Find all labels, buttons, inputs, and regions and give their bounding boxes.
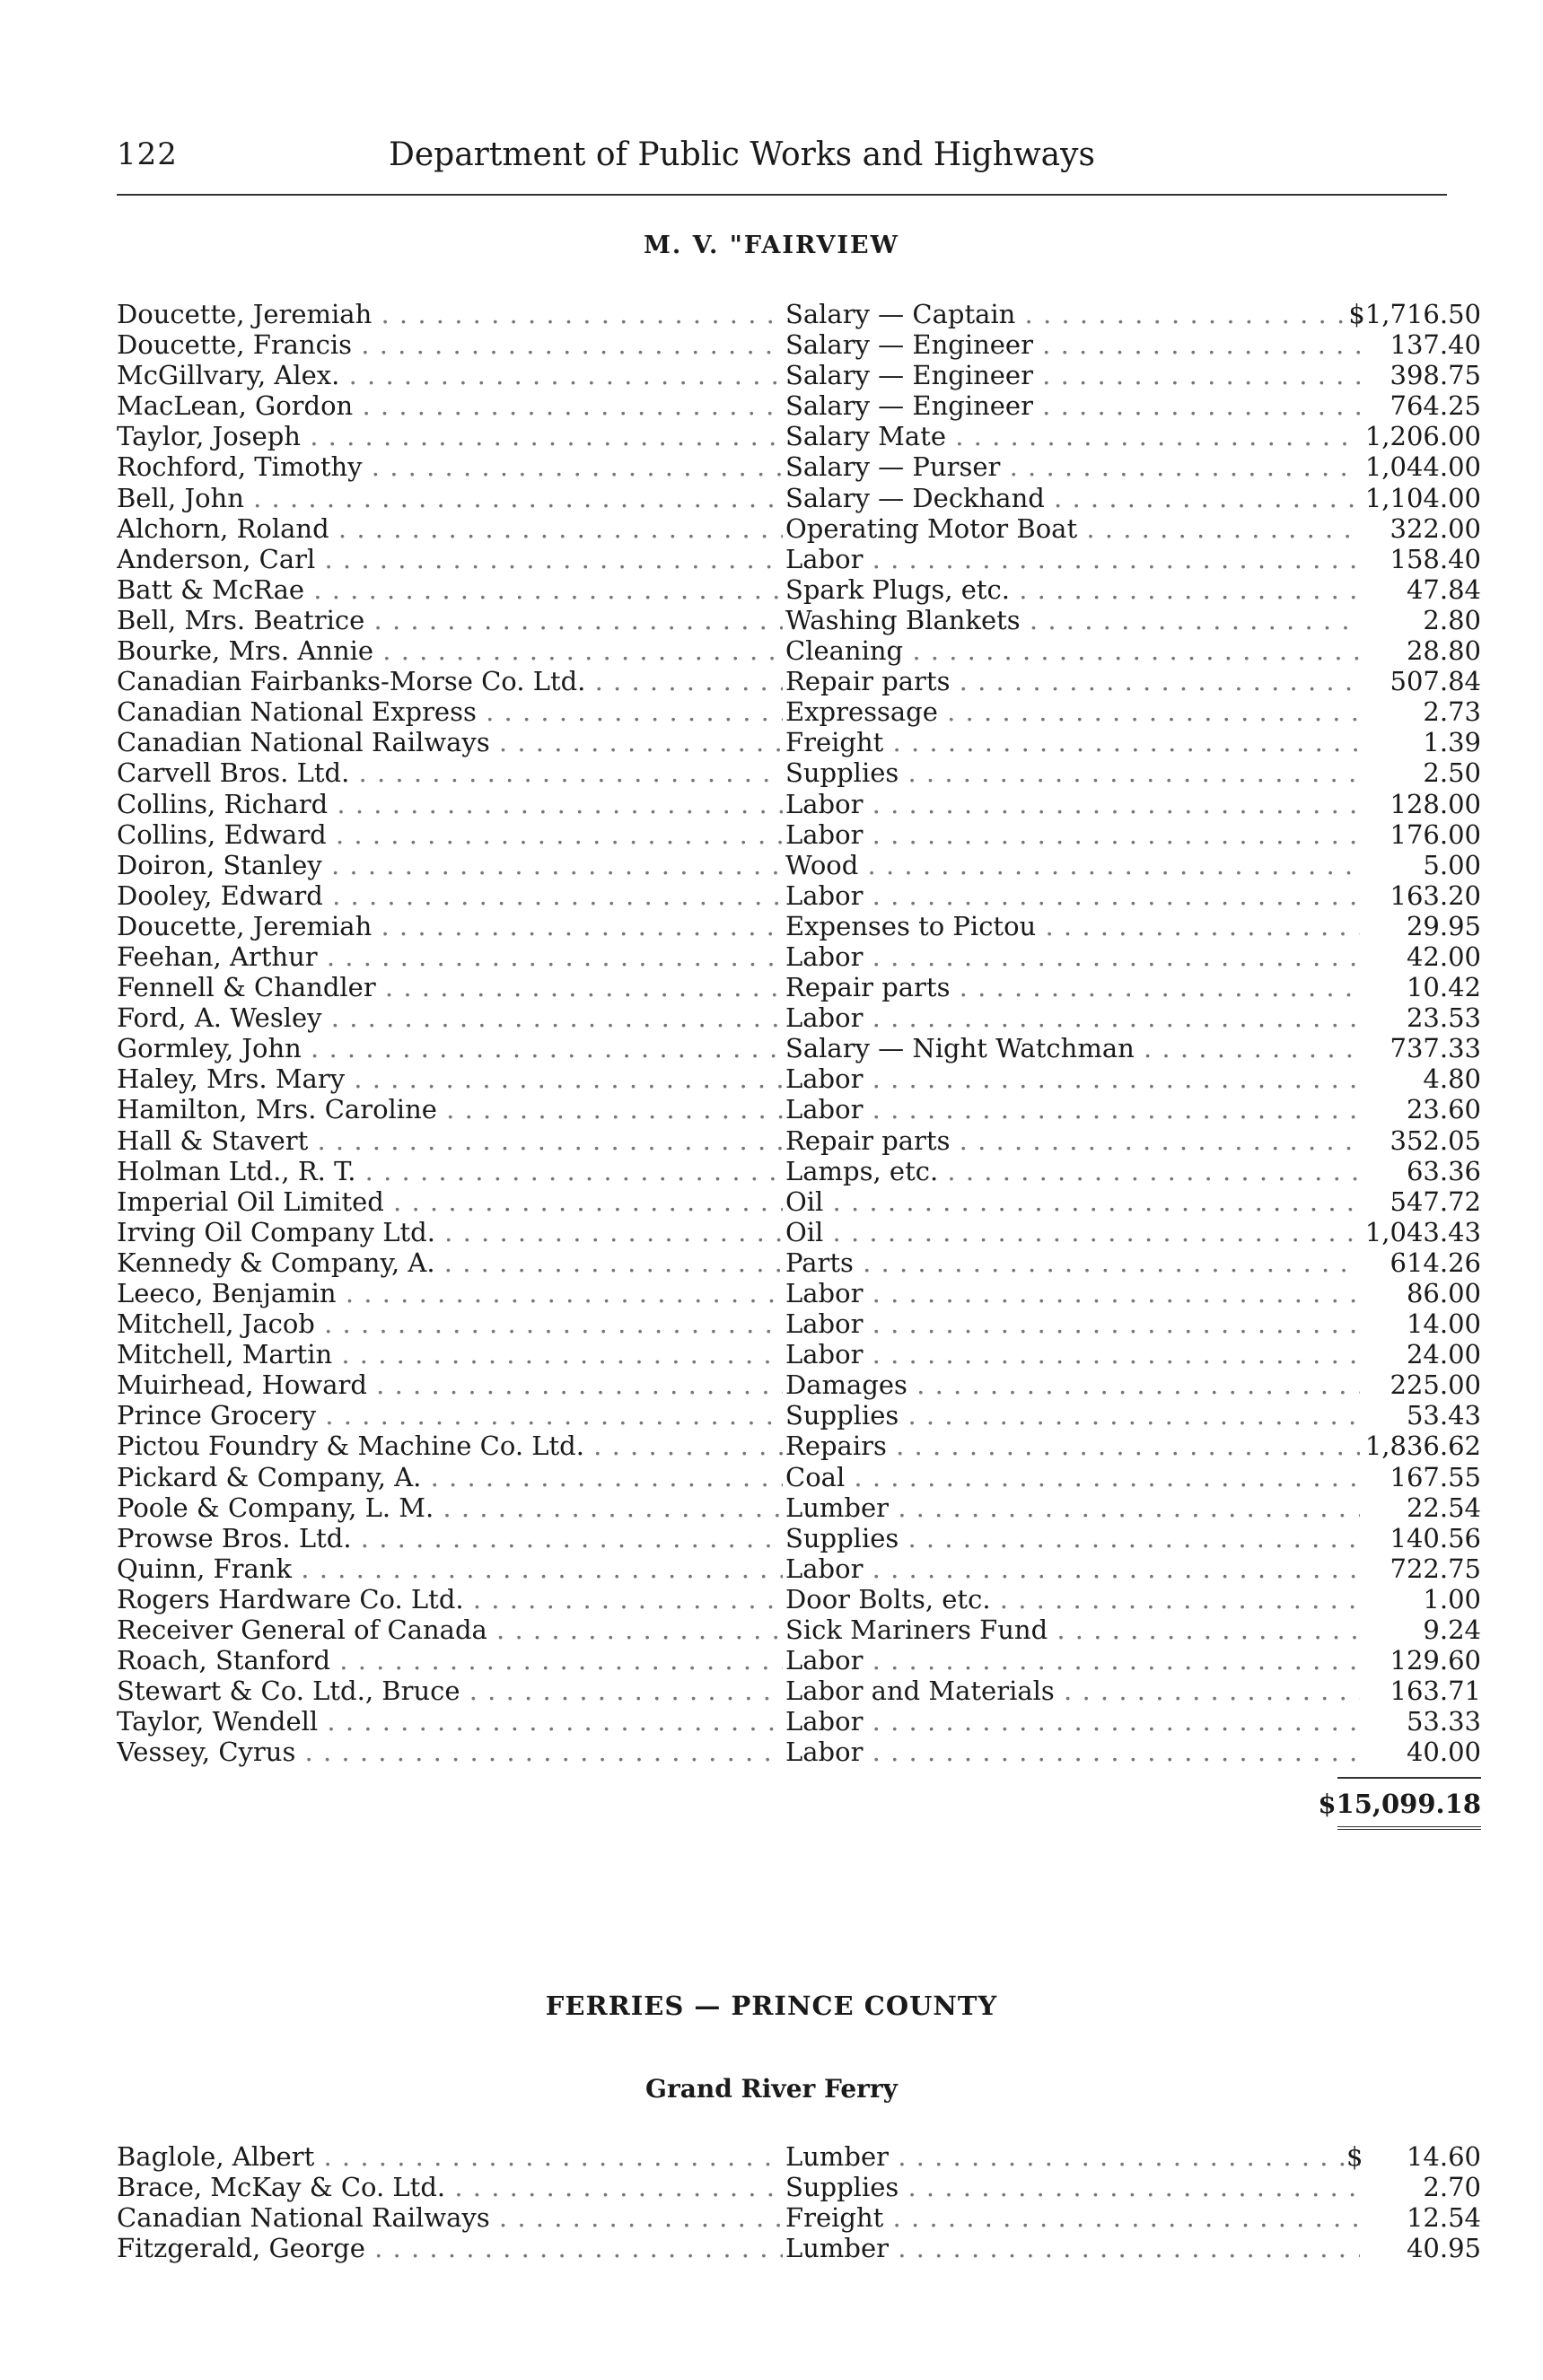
amount-cell: 737.33 [1390, 1033, 1481, 1064]
amount-cell: 28.80 [1406, 635, 1481, 667]
ledger-row [117, 1584, 1481, 1614]
payee-cell: Holman Ltd., R. T. . . . [117, 1156, 783, 1186]
amount-cell: 5.00 [1423, 849, 1481, 880]
payee-cell: Mitchell, Martin . . . [117, 1339, 783, 1369]
ledger-row [117, 329, 1481, 360]
ledger-row [117, 1339, 1481, 1369]
purpose-cell: Coal . . . [785, 1462, 1360, 1492]
payee-cell: Doiron, Stanley . . . [117, 850, 783, 880]
purpose-cell: Operating Motor Boat . . . [785, 513, 1360, 544]
purpose-cell: Labor . . . [785, 1002, 1360, 1033]
payee-cell: Collins, Edward . . . [117, 819, 783, 850]
purpose-cell: Repair parts . . . [785, 972, 1360, 1002]
payee-cell: Roach, Stanford . . . [117, 1645, 783, 1676]
payee-cell: Vessey, Cyrus . . . [117, 1737, 783, 1767]
dollar-sign: $ [1346, 2141, 1363, 2172]
purpose-cell: Repairs . . . [785, 1431, 1360, 1461]
amount-cell: 176.00 [1390, 818, 1481, 850]
amount-cell: 547.72 [1390, 1186, 1481, 1217]
amount-cell: 24.00 [1406, 1339, 1481, 1370]
ledger-row [117, 1247, 1481, 1278]
amount-cell: 2.73 [1423, 696, 1481, 728]
amount-cell: 23.53 [1406, 1002, 1481, 1034]
ledger-row [117, 1308, 1481, 1339]
payee-cell: Rochford, Timothy . . . [117, 451, 783, 482]
total-double-rule [1337, 1826, 1481, 1830]
purpose-cell: Salary — Engineer . . . [785, 360, 1360, 390]
ledger-row [117, 757, 1481, 788]
ledger-row [117, 513, 1481, 544]
amount-cell: 398.75 [1390, 360, 1481, 391]
payee-cell: Bell, Mrs. Beatrice . . . [117, 605, 783, 635]
payee-cell: Leeco, Benjamin . . . [117, 1278, 783, 1308]
ledger-row [117, 1645, 1481, 1676]
amount-cell: 63.36 [1406, 1155, 1481, 1186]
purpose-cell: Labor . . . [785, 1706, 1360, 1737]
payee-cell: McGillvary, Alex. . . . [117, 360, 783, 390]
purpose-cell: Labor . . . [785, 1094, 1360, 1124]
ledger-row [117, 1156, 1481, 1186]
purpose-cell: Labor and Materials . . . [785, 1676, 1360, 1706]
ledger-row [117, 1523, 1481, 1553]
ledger-row [117, 2202, 1481, 2233]
amount-cell: 158.40 [1390, 543, 1481, 574]
purpose-cell: Lamps, etc. . . . [785, 1156, 1360, 1186]
payee-cell: Prince Grocery . . . [117, 1400, 783, 1431]
ledger-row [117, 1002, 1481, 1033]
ledger-row [117, 789, 1481, 819]
payee-cell: Collins, Richard . . . [117, 789, 783, 819]
ledger-row [117, 483, 1481, 513]
purpose-cell: Door Bolts, etc. . . . [785, 1584, 1360, 1614]
ledger-row [117, 605, 1481, 635]
payee-cell: Baglole, Albert . . . [117, 2141, 783, 2172]
amount-cell: 163.20 [1390, 879, 1481, 911]
ledger-row [117, 635, 1481, 666]
payee-cell: Canadian Fairbanks-Morse Co. Ltd. . . . [117, 666, 783, 696]
ledger-row [117, 1186, 1481, 1217]
purpose-cell: Salary — Engineer . . . [785, 390, 1360, 421]
amount-cell: 4.80 [1423, 1063, 1481, 1095]
purpose-cell: Labor . . . [785, 1339, 1360, 1369]
payee-cell: Taylor, Wendell . . . [117, 1706, 783, 1737]
purpose-cell: Repair parts . . . [785, 1125, 1360, 1156]
ledger-row [117, 1369, 1481, 1400]
ledger-row [117, 1400, 1481, 1431]
amount-cell: 23.60 [1406, 1094, 1481, 1125]
payee-cell: Fennell & Chandler . . . [117, 972, 783, 1002]
payee-cell: Bell, John . . . [117, 483, 783, 513]
payee-cell: Taylor, Joseph . . . [117, 421, 783, 451]
amount-cell: 29.95 [1406, 910, 1481, 941]
ledger-row [117, 421, 1481, 451]
amount-cell: 163.71 [1390, 1676, 1481, 1707]
ledger-row [117, 1492, 1481, 1523]
ledger-row [117, 1553, 1481, 1584]
amount-cell: 322.00 [1390, 512, 1481, 544]
purpose-cell: Wood . . . [785, 850, 1360, 880]
purpose-cell: Labor . . . [785, 941, 1360, 972]
payee-cell: Doucette, Francis . . . [117, 329, 783, 360]
amount-cell: 764.25 [1390, 390, 1481, 422]
purpose-cell: Labor . . . [785, 1737, 1360, 1767]
section-title-ferries: FERRIES — PRINCE COUNTY [545, 1991, 998, 2021]
amount-cell: 40.00 [1406, 1737, 1481, 1768]
amount-cell: 614.26 [1390, 1247, 1481, 1278]
amount-cell: 2.80 [1423, 604, 1481, 635]
ledger-row [117, 544, 1481, 574]
payee-cell: Pictou Foundry & Machine Co. Ltd. . . . [117, 1431, 783, 1461]
purpose-cell: Salary — Night Watchman . . . [785, 1033, 1360, 1063]
ledger-row [117, 1706, 1481, 1737]
payee-cell: Ford, A. Wesley . . . [117, 1002, 783, 1033]
purpose-cell: Labor . . . [785, 789, 1360, 819]
purpose-cell: Supplies . . . [785, 1400, 1360, 1431]
purpose-cell: Supplies . . . [785, 757, 1360, 788]
ledger-row [117, 360, 1481, 390]
amount-cell: 137.40 [1390, 329, 1481, 361]
amount-cell: 22.54 [1406, 1492, 1481, 1523]
purpose-cell: Expenses to Pictou . . . [785, 911, 1360, 941]
purpose-cell: Supplies . . . [785, 1523, 1360, 1553]
amount-cell: 1.39 [1423, 727, 1481, 758]
amount-cell: 53.33 [1406, 1706, 1481, 1737]
page-title: Department of Public Works and Highways [389, 136, 1095, 173]
amount-cell: 1,043.43 [1364, 1216, 1481, 1247]
payee-cell: Kennedy & Company, A. . . . [117, 1247, 783, 1278]
purpose-cell: Sick Mariners Fund . . . [785, 1614, 1360, 1645]
amount-cell: 128.00 [1390, 788, 1481, 819]
amount-cell: 1.00 [1423, 1583, 1481, 1614]
ledger-row [117, 1431, 1481, 1461]
page-header [117, 136, 1190, 190]
fairview-ledger [117, 299, 1481, 1768]
amount-cell: 167.55 [1390, 1461, 1481, 1492]
purpose-cell: Salary — Deckhand . . . [785, 483, 1360, 513]
amount-cell: 1,836.62 [1364, 1431, 1481, 1462]
ledger-row [117, 390, 1481, 421]
amount-cell: 14.60 [1406, 2141, 1481, 2172]
payee-cell: Rogers Hardware Co. Ltd. . . . [117, 1584, 783, 1614]
ledger-row [117, 666, 1481, 696]
ledger-row [117, 1462, 1481, 1492]
ledger-row [117, 1278, 1481, 1308]
ledger-row [117, 574, 1481, 605]
purpose-cell: Oil . . . [785, 1217, 1360, 1247]
page-number: 122 [117, 136, 178, 172]
purpose-cell: Salary — Purser . . . [785, 451, 1360, 482]
amount-cell: 129.60 [1390, 1645, 1481, 1676]
payee-cell: Receiver General of Canada . . . [117, 1614, 783, 1645]
purpose-cell: Lumber . . . [785, 1492, 1360, 1523]
payee-cell: Canadian National Express . . . [117, 696, 783, 727]
payee-cell: Doucette, Jeremiah . . . [117, 911, 783, 941]
ledger-row [117, 1737, 1481, 1767]
purpose-cell: Lumber . . . [785, 2233, 1360, 2263]
purpose-cell: Labor . . . [785, 819, 1360, 850]
purpose-cell: Labor . . . [785, 1553, 1360, 1584]
payee-cell: Doucette, Jeremiah . . . [117, 299, 783, 329]
amount-cell: $1,716.50 [1348, 299, 1481, 329]
amount-cell: 140.56 [1390, 1522, 1481, 1553]
payee-cell: Mitchell, Jacob . . . [117, 1308, 783, 1339]
ledger-row [117, 819, 1481, 850]
payee-cell: Brace, McKay & Co. Ltd. . . . [117, 2172, 783, 2202]
ledger-row [117, 911, 1481, 941]
amount-cell: 14.00 [1406, 1308, 1481, 1340]
ledger-row [117, 1063, 1481, 1094]
purpose-cell: Oil . . . [785, 1186, 1360, 1217]
payee-cell: Muirhead, Howard . . . [117, 1369, 783, 1400]
ledger-row [117, 299, 1481, 329]
purpose-cell: Salary Mate . . . [785, 421, 1360, 451]
payee-cell: Anderson, Carl . . . [117, 544, 783, 574]
ledger-row [117, 880, 1481, 911]
ledger-row [117, 1125, 1481, 1156]
payee-cell: Gormley, John . . . [117, 1033, 783, 1063]
ledger-row [117, 1217, 1481, 1247]
ledger-row [117, 1033, 1481, 1063]
ledger-row [117, 2233, 1481, 2263]
amount-cell: 40.95 [1406, 2233, 1481, 2264]
amount-cell: 1,044.00 [1364, 451, 1481, 483]
amount-cell: 12.54 [1406, 2202, 1481, 2234]
purpose-cell: Spark Plugs, etc. . . . [785, 574, 1360, 605]
purpose-cell: Expressage . . . [785, 696, 1360, 727]
ledger-row [117, 1676, 1481, 1706]
purpose-cell: Cleaning . . . [785, 635, 1360, 666]
payee-cell: Feehan, Arthur . . . [117, 941, 783, 972]
purpose-cell: Labor . . . [785, 1308, 1360, 1339]
header-rule [117, 194, 1447, 196]
amount-cell: 352.05 [1390, 1124, 1481, 1156]
amount-cell: 10.42 [1406, 972, 1481, 1003]
amount-cell: 722.75 [1390, 1553, 1481, 1584]
purpose-cell: Freight . . . [785, 727, 1360, 757]
purpose-cell: Lumber . . . [785, 2141, 1360, 2172]
amount-cell: 225.00 [1390, 1369, 1481, 1401]
purpose-cell: Parts . . . [785, 1247, 1360, 1278]
amount-cell: 1,206.00 [1364, 421, 1481, 452]
payee-cell: Canadian National Railways . . . [117, 727, 783, 757]
purpose-cell: Repair parts . . . [785, 666, 1360, 696]
payee-cell: Hamilton, Mrs. Caroline . . . [117, 1094, 783, 1124]
payee-cell: Hall & Stavert . . . [117, 1125, 783, 1156]
ledger-row [117, 696, 1481, 727]
amount-cell: 2.70 [1423, 2172, 1481, 2203]
amount-cell: 47.84 [1406, 573, 1481, 605]
payee-cell: Poole & Company, L. M. . . . [117, 1492, 783, 1523]
payee-cell: Irving Oil Company Ltd. . . . [117, 1217, 783, 1247]
grand-river-ledger [117, 2141, 1481, 2263]
payee-cell: MacLean, Gordon . . . [117, 390, 783, 421]
ledger-row [117, 2172, 1481, 2202]
ledger-row [117, 972, 1481, 1002]
section-subtitle-grand-river: Grand River Ferry [645, 2074, 898, 2104]
payee-cell: Bourke, Mrs. Annie . . . [117, 635, 783, 666]
payee-cell: Alchorn, Roland . . . [117, 513, 783, 544]
total-rule [1337, 1777, 1481, 1779]
amount-cell: 86.00 [1406, 1278, 1481, 1308]
payee-cell: Imperial Oil Limited . . . [117, 1186, 783, 1217]
section-title-fairview: M. V. "FAIRVIEW [644, 232, 899, 259]
purpose-cell: Labor . . . [785, 1645, 1360, 1676]
purpose-cell: Salary — Captain . . . [785, 299, 1360, 329]
ledger-row [117, 727, 1481, 757]
purpose-cell: Salary — Engineer . . . [785, 329, 1360, 360]
payee-cell: Batt & McRae . . . [117, 574, 783, 605]
ledger-row [117, 941, 1481, 972]
ledger-row [117, 1614, 1481, 1645]
payee-cell: Dooley, Edward . . . [117, 880, 783, 911]
amount-cell: 2.50 [1423, 757, 1481, 789]
payee-cell: Haley, Mrs. Mary . . . [117, 1063, 783, 1094]
purpose-cell: Washing Blankets . . . [785, 605, 1360, 635]
purpose-cell: Labor . . . [785, 880, 1360, 911]
payee-cell: Canadian National Railways . . . [117, 2202, 783, 2233]
payee-cell: Carvell Bros. Ltd. . . . [117, 757, 783, 788]
amount-cell: 53.43 [1406, 1400, 1481, 1431]
ledger-row [117, 2141, 1481, 2172]
section-total: $15,099.18 [1318, 1789, 1481, 1819]
purpose-cell: Labor . . . [785, 1278, 1360, 1308]
ledger-row [117, 1094, 1481, 1124]
purpose-cell: Labor . . . [785, 544, 1360, 574]
payee-cell: Prowse Bros. Ltd. . . . [117, 1523, 783, 1553]
purpose-cell: Supplies . . . [785, 2172, 1360, 2202]
purpose-cell: Freight . . . [785, 2202, 1360, 2233]
ledger-row [117, 451, 1481, 482]
amount-cell: 42.00 [1406, 941, 1481, 972]
payee-cell: Fitzgerald, George . . . [117, 2233, 783, 2263]
amount-cell: 507.84 [1390, 666, 1481, 697]
amount-cell: 1,104.00 [1364, 482, 1481, 513]
ledger-row [117, 850, 1481, 880]
amount-cell: 9.24 [1423, 1614, 1481, 1646]
payee-cell: Stewart & Co. Ltd., Bruce . . . [117, 1676, 783, 1706]
payee-cell: Quinn, Frank . . . [117, 1553, 783, 1584]
purpose-cell: Labor . . . [785, 1063, 1360, 1094]
payee-cell: Pickard & Company, A. . . . [117, 1462, 783, 1492]
purpose-cell: Damages . . . [785, 1369, 1360, 1400]
